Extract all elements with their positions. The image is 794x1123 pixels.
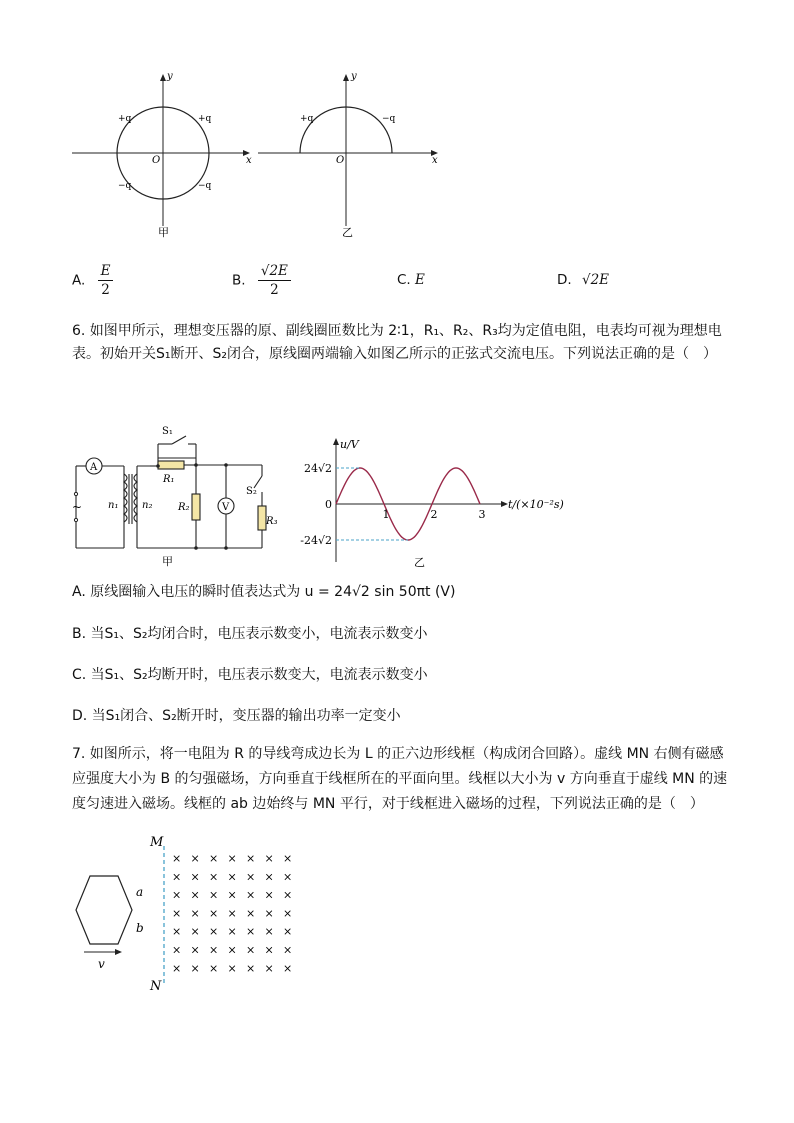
x-tick-label: 1 xyxy=(382,508,390,521)
jia-origin: O xyxy=(152,155,161,166)
field-cross: × xyxy=(190,925,200,939)
q5-option-a-letter: A. xyxy=(72,272,86,289)
field-cross: × xyxy=(172,943,182,957)
label-v: v xyxy=(98,957,105,971)
q5-option-b[interactable] xyxy=(232,262,291,299)
field-cross: × xyxy=(190,888,200,902)
label-a: a xyxy=(136,885,144,899)
q5-option-a-denominator: 2 xyxy=(101,282,110,298)
label-n1: n₁ xyxy=(108,500,119,511)
q5-option-a-numerator: E xyxy=(98,262,114,281)
field-cross: × xyxy=(172,925,182,939)
label-b: b xyxy=(136,921,144,935)
q5-option-b-letter: B. xyxy=(232,272,246,289)
label-n: N xyxy=(150,979,162,994)
field-cross: × xyxy=(209,906,219,920)
y-tick-label: -24√2 xyxy=(300,534,332,547)
y-tick-label: 0 xyxy=(325,498,332,511)
q5-option-c-value: E xyxy=(415,272,425,288)
q5-option-a-fraction xyxy=(98,262,114,299)
figure-jia xyxy=(72,71,252,239)
yi-origin: O xyxy=(336,155,345,166)
chart-xlabel: t/(×10⁻²s) xyxy=(508,498,564,511)
field-cross: × xyxy=(283,888,293,902)
yi-y-label: y xyxy=(351,71,357,82)
q6-voltage-chart xyxy=(296,432,576,572)
q7-stem: 7. 如图所示，将一电阻为 R 的导线弯成边长为 L 的正六边形线框（构成闭合回路）。虚线 MN 右侧有磁感应强度大小为 B 的匀强磁场，方向垂直于线框所在的平面向里。线框以大小为 v 方向垂直于虚线 MN 的速度匀速进入磁场。线框的 ab 边始终与 MN 平行，对于线框进入磁场的过程，下列说法正确的是（ ） xyxy=(72,746,728,812)
jia-charge-br: −q xyxy=(198,181,212,191)
q5-option-d-value: √2E xyxy=(581,272,610,288)
jia-caption: 甲 xyxy=(158,226,169,239)
field-cross: × xyxy=(246,906,256,920)
field-cross: × xyxy=(246,943,256,957)
field-cross: × xyxy=(172,906,182,920)
field-cross: × xyxy=(209,888,219,902)
q5-option-b-fraction xyxy=(258,262,291,299)
field-cross: × xyxy=(246,961,256,975)
y-tick-label: 24√2 xyxy=(303,462,332,475)
q5-option-c[interactable] xyxy=(397,272,425,288)
field-cross: × xyxy=(209,925,219,939)
q6-option-a[interactable]: A. 原线圈输入电压的瞬时值表达式为 u = 24√2 sin 50πt (V) xyxy=(72,584,456,600)
field-cross: × xyxy=(246,852,256,865)
field-cross: × xyxy=(283,943,293,957)
circuit-caption: 甲 xyxy=(162,555,173,568)
field-cross: × xyxy=(283,852,293,865)
label-s2: S₂ xyxy=(246,486,257,497)
field-cross: × xyxy=(190,852,200,865)
yi-charge-left: +q xyxy=(300,114,314,124)
q5-figure xyxy=(60,66,460,246)
figure-yi xyxy=(258,71,438,239)
field-cross: × xyxy=(227,943,237,957)
field-cross: × xyxy=(283,906,293,920)
field-cross: × xyxy=(227,925,237,939)
q6-circuit xyxy=(66,422,286,570)
q5-option-c-letter: C. xyxy=(397,272,411,288)
magnetic-field-crosses xyxy=(172,852,292,975)
field-cross: × xyxy=(264,870,274,884)
field-cross: × xyxy=(190,943,200,957)
field-cross: × xyxy=(283,961,293,975)
field-cross: × xyxy=(172,961,182,975)
label-r1: R₁ xyxy=(163,474,175,485)
field-cross: × xyxy=(172,870,182,884)
field-cross: × xyxy=(190,961,200,975)
label-r2: R₂ xyxy=(178,502,190,513)
q5-option-a[interactable] xyxy=(72,262,113,299)
x-tick-label: 2 xyxy=(430,508,438,521)
field-cross: × xyxy=(227,888,237,902)
jia-x-label: x xyxy=(246,155,252,166)
yi-caption: 乙 xyxy=(342,226,353,239)
field-cross: × xyxy=(227,906,237,920)
chart-caption: 乙 xyxy=(414,556,425,569)
field-cross: × xyxy=(246,925,256,939)
ac-source-icon: ~ xyxy=(72,500,83,514)
q6-option-b[interactable]: B. 当S₁、S₂均闭合时，电压表示数变小，电流表示数变小 xyxy=(72,626,428,642)
field-cross: × xyxy=(227,961,237,975)
field-cross: × xyxy=(246,870,256,884)
yi-x-label: x xyxy=(432,155,438,166)
label-n2: n₂ xyxy=(142,500,153,511)
field-cross: × xyxy=(209,961,219,975)
field-cross: × xyxy=(190,870,200,884)
ammeter-icon: A xyxy=(90,462,98,473)
field-cross: × xyxy=(264,961,274,975)
jia-charge-tr: +q xyxy=(198,114,212,124)
field-cross: × xyxy=(209,943,219,957)
q5-option-b-denominator: 2 xyxy=(270,282,279,298)
yi-charge-right: −q xyxy=(382,114,396,124)
field-cross: × xyxy=(172,852,182,865)
field-cross: × xyxy=(190,906,200,920)
jia-charge-tl: +q xyxy=(118,114,132,124)
q6-option-c[interactable]: C. 当S₁、S₂均断开时，电压表示数变大，电流表示数变小 xyxy=(72,667,428,683)
q5-option-d[interactable] xyxy=(557,272,609,288)
label-m: M xyxy=(150,835,164,850)
field-cross: × xyxy=(172,888,182,902)
q5-option-d-letter: D. xyxy=(557,272,572,288)
field-cross: × xyxy=(283,925,293,939)
hexagon-frame xyxy=(76,876,132,944)
field-cross: × xyxy=(264,925,274,939)
voltmeter-icon: V xyxy=(222,502,230,513)
field-cross: × xyxy=(264,852,274,865)
q5-option-b-numerator: √2E xyxy=(258,262,291,281)
label-s1: S₁ xyxy=(162,426,173,437)
chart-ylabel: u/V xyxy=(340,438,359,451)
field-cross: × xyxy=(264,906,274,920)
field-cross: × xyxy=(227,852,237,865)
jia-charge-bl: −q xyxy=(118,181,132,191)
field-cross: × xyxy=(264,943,274,957)
field-cross: × xyxy=(209,870,219,884)
q6-option-d[interactable]: D. 当S₁闭合、S₂断开时，变压器的输出功率一定变小 xyxy=(72,708,401,724)
field-cross: × xyxy=(246,888,256,902)
label-r3: R₃ xyxy=(266,516,278,527)
q6-stem: 6. 如图甲所示，理想变压器的原、副线圈匝数比为 2∶1，R₁、R₂、R₃均为定值电阻，电表均可视为理想电表。初始开关S₁断开、S₂闭合，原线圈两端输入如图乙所示的正弦式交流电压。下列说法正确的是（ ） xyxy=(72,323,722,362)
q7-figure xyxy=(66,830,306,994)
field-cross: × xyxy=(264,888,274,902)
field-cross: × xyxy=(283,870,293,884)
field-cross: × xyxy=(209,852,219,865)
jia-y-label: y xyxy=(167,71,173,82)
x-tick-label: 3 xyxy=(478,508,486,521)
field-cross: × xyxy=(227,870,237,884)
